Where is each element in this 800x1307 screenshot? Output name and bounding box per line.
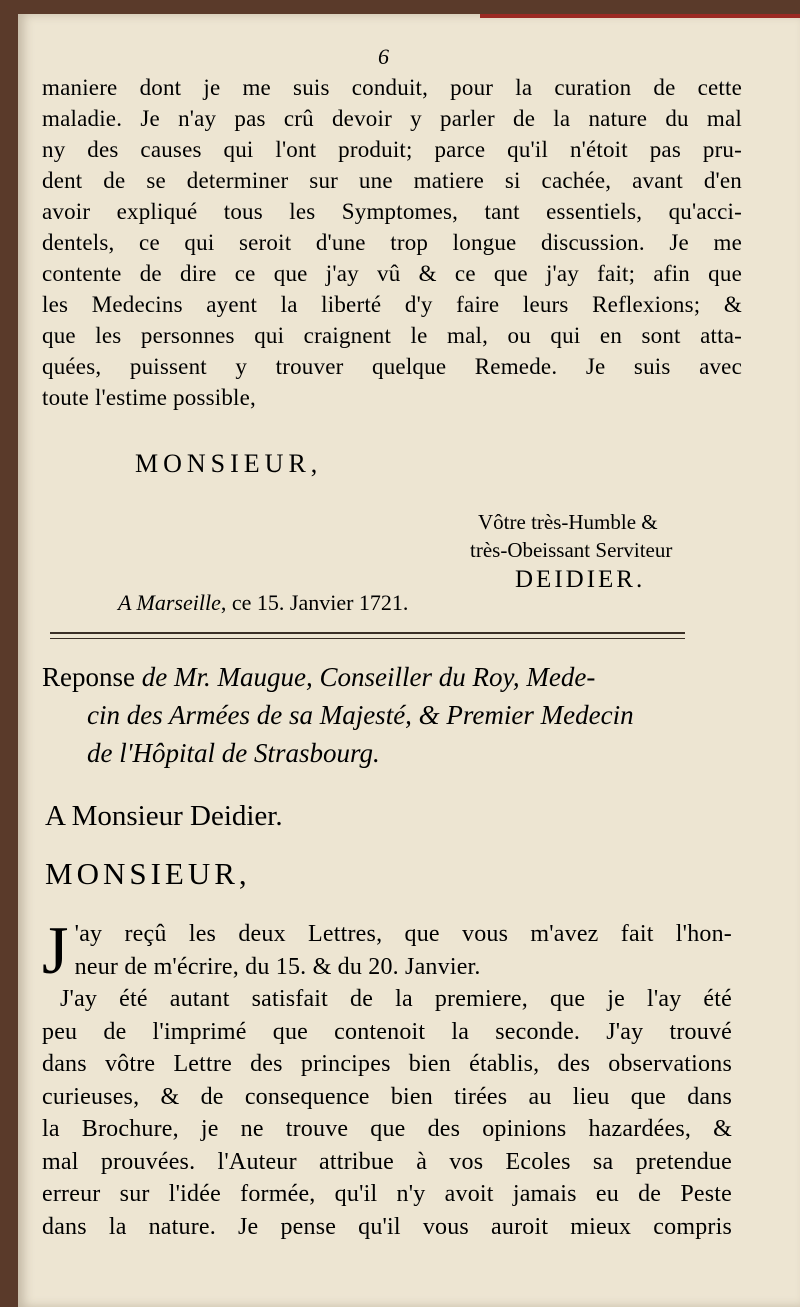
closing-formula <box>470 508 672 594</box>
heading-line: de Mr. Maugue, Conseiller du Roy, Mede- <box>141 662 596 692</box>
text-line: dent de se determiner sur une matiere si cachée, avant d'en <box>42 168 742 193</box>
text-line: peu de l'imprimé que contenoit la seconde. J'ay trouvé <box>42 1018 732 1045</box>
salutation: MONSIEUR, <box>135 449 323 478</box>
text-line: erreur sur l'idée formée, qu'il n'y avoit jamais eu de Peste <box>42 1181 732 1207</box>
text-line: neur de m'écrire, du 15. & du 20. Janvier. <box>74 953 481 980</box>
drop-cap: J <box>42 912 69 988</box>
page-number: 6 <box>378 44 389 69</box>
text-line: les Medecins ayent la liberté d'y faire leurs Reflexions; & <box>42 292 742 317</box>
letter-maugue-text <box>42 912 732 1243</box>
text-line: curieuses, & de consequence bien tirées au lieu que dans <box>42 1083 732 1110</box>
date: , ce 15. Janvier 1721. <box>220 590 409 615</box>
text-line: dentels, ce qui seroit d'une trop longue discussion. Je me <box>42 230 742 255</box>
heading-line: de l'Hôpital de Strasbourg. <box>87 738 380 768</box>
heading-reponse: Reponse <box>42 662 135 692</box>
text-line: toute l'estime possible, <box>42 385 257 410</box>
place-date <box>118 590 408 616</box>
text-line: maniere dont je me suis conduit, pour la curation de cette <box>42 75 742 100</box>
reply-heading <box>42 658 762 772</box>
text-line: quées, puissent y trouver quelque Remede. Je suis avec <box>42 354 742 379</box>
heading-line: cin des Armées de sa Majesté, & Premier Medecin <box>87 700 634 730</box>
text-line: 'ay reçû les deux Lettres, que vous m'avez fait l'hon- <box>74 921 732 947</box>
closing-line: Vôtre très-Humble & <box>478 510 658 534</box>
text-line: ny des causes qui l'ont produit; parce qu'il n'étoit pas pru- <box>42 137 742 162</box>
section-divider <box>50 632 685 639</box>
text-line: maladie. Je n'ay pas crû devoir y parler de la nature du mal <box>42 106 742 131</box>
text-line: mal prouvées. l'Auteur attribue à vos Ecoles sa pretendue <box>42 1148 732 1175</box>
letter-deidier-text <box>42 72 742 413</box>
closing-line: très-Obeissant Serviteur <box>470 538 673 562</box>
text-line: que les personnes qui craignent le mal, ou qui en sont atta- <box>42 323 742 348</box>
text-line: contente de dire ce que j'ay vû & ce que j'ay fait; afin que <box>42 261 742 286</box>
text-line: la Brochure, je ne trouve que des opinions hazardées, & <box>42 1116 732 1142</box>
page-edge-red-line <box>480 14 800 18</box>
addressee: A Monsieur Deidier. <box>45 800 283 832</box>
salutation: MONSIEUR, <box>45 856 251 891</box>
text-line: J'ay été autant satisfait de la premiere, que je l'ay été <box>60 986 732 1012</box>
text-line: avoir expliqué tous les Symptomes, tant essentiels, qu'acci- <box>42 199 742 224</box>
place: A Marseille <box>118 590 221 615</box>
text-line: dans la nature. Je pense qu'il vous auroit mieux compris <box>42 1213 732 1240</box>
signature: DEIDIER. <box>515 566 646 593</box>
text-line: dans vôtre Lettre des principes bien établis, des observations <box>42 1051 732 1077</box>
